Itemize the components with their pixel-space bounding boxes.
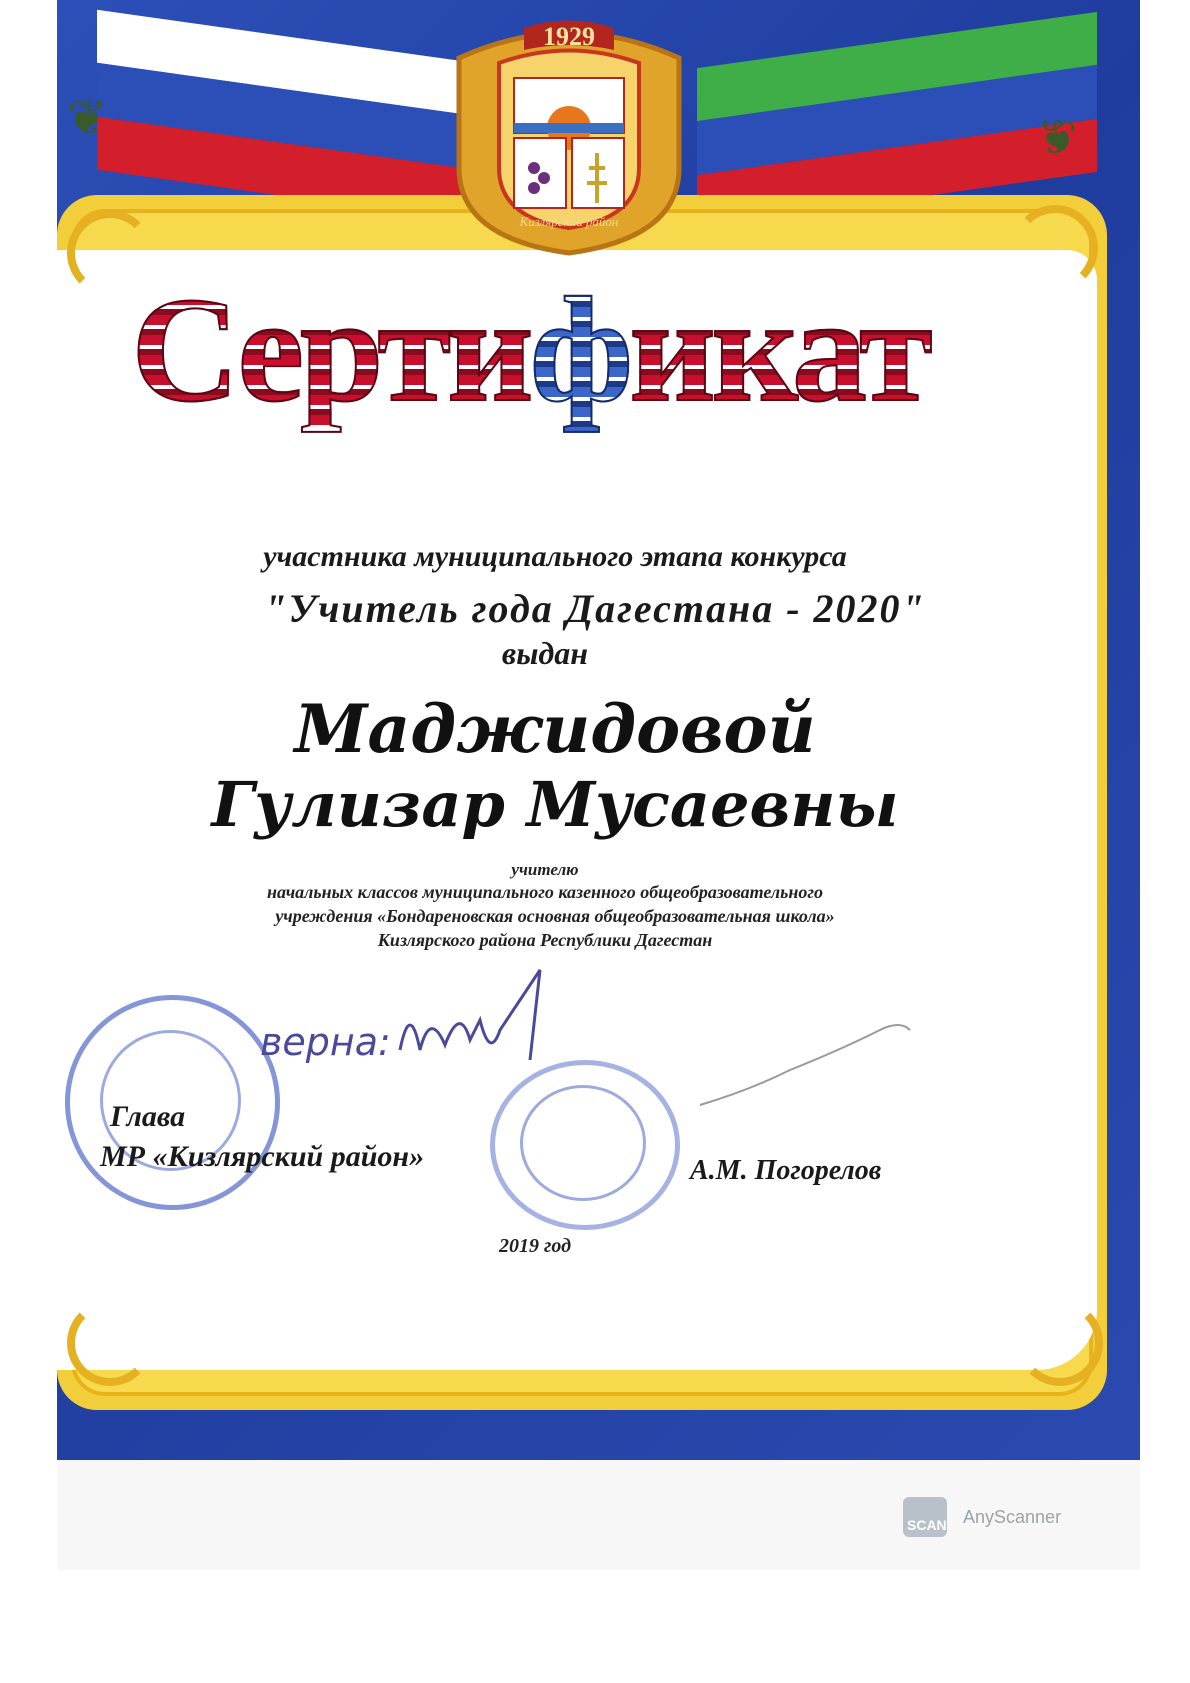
contest-name: "Учитель года Дагестана - 2020"	[264, 586, 926, 631]
handwritten-signature	[390, 960, 570, 1090]
issued-label: выдан	[501, 635, 589, 671]
ornament-icon	[1012, 205, 1098, 291]
laurel-left-icon: ❦	[67, 92, 108, 145]
role-line-3: учреждения «Бондареновская основная общеобразовательная школа»	[275, 906, 835, 926]
handwritten-note: верна:	[260, 1020, 391, 1064]
certificate-title	[120, 267, 940, 433]
scan-icon-label: SCAN	[907, 1517, 947, 1533]
title-part-2: икат	[629, 267, 929, 433]
emblem-region: Кизлярский район	[519, 214, 619, 229]
signer-title-1: Глава	[110, 1100, 186, 1133]
issue-year: 2019 год	[498, 1235, 572, 1257]
title-part-1: Серти	[131, 267, 530, 433]
recipient-given-names: Гулизар Мусаевны	[211, 768, 899, 841]
ornament-icon	[67, 1300, 153, 1386]
title-blue-letter: ф	[529, 267, 630, 433]
director-signature	[690, 1010, 920, 1120]
scanner-brand: AnyScanner	[963, 1507, 1062, 1527]
emblem-year: 1929	[543, 22, 595, 51]
signer-title-2: МР «Кизлярский район»	[100, 1140, 425, 1173]
district-emblem	[429, 18, 629, 258]
role-line-4: Кизлярского района Республики Дагестан	[377, 930, 713, 950]
laurel-right-icon: ❦	[1037, 112, 1078, 165]
participant-line: участника муниципального этапа конкурса	[263, 540, 847, 573]
role-line-1: учителю	[511, 860, 579, 879]
role-line-2: начальных классов муниципального казенного общеобразовательного	[266, 882, 824, 902]
ornament-icon	[1017, 1300, 1103, 1386]
recipient-surname: Маджидовой	[294, 690, 816, 768]
signer-name: А.М. Погорелов	[690, 1155, 882, 1186]
